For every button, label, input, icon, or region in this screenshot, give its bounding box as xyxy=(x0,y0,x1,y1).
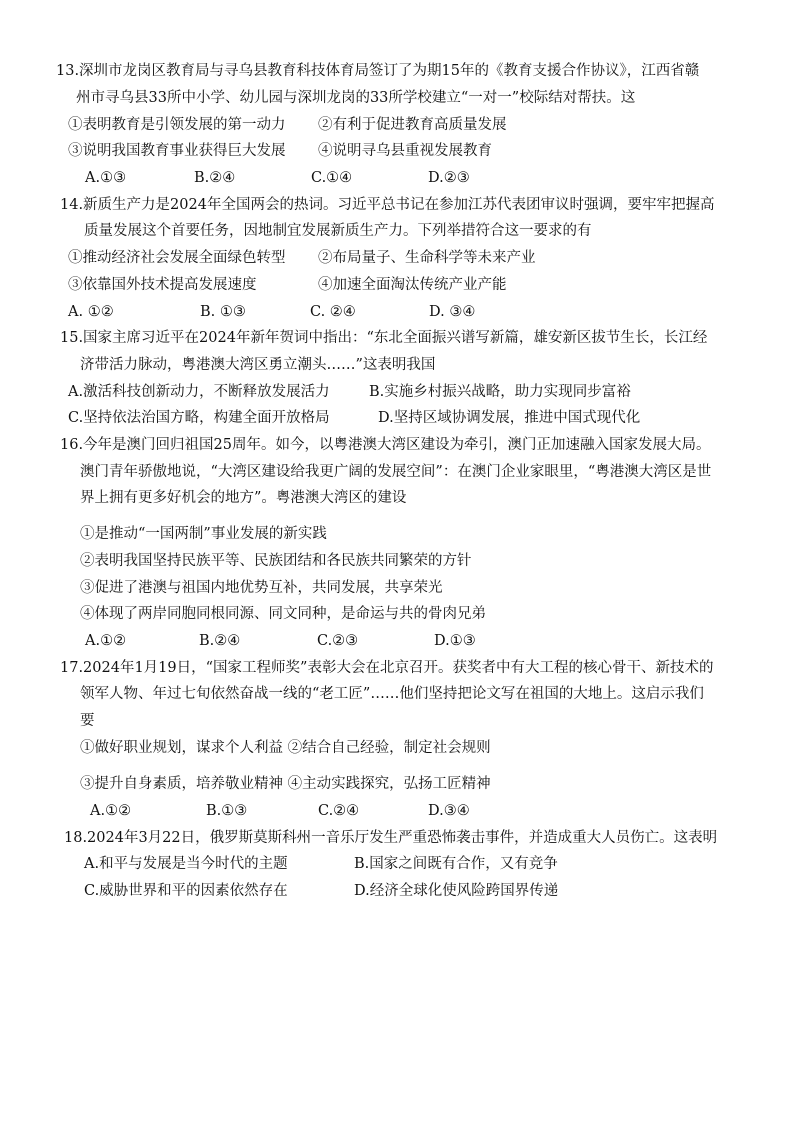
statement-item: ②有利于促进教育高质量发展 xyxy=(318,117,507,133)
answer-option-a: A.①② xyxy=(90,803,132,819)
answer-option-d: D.③④ xyxy=(428,803,470,819)
answer-option-d: D.②③ xyxy=(428,170,470,186)
answer-option-a: A. ①② xyxy=(68,304,114,320)
answer-option-a: A.①② xyxy=(85,633,127,649)
statement-item: ④体现了两岸同胞同根同源、同文同种，是命运与共的骨肉兄弟 xyxy=(80,606,486,622)
question-stem-line: 13.深圳市龙岗区教育局与寻乌县教育科技体育局签订了为期15年的《教育支援合作协议》，江西省赣 xyxy=(56,63,700,79)
answer-option-b: B.国家之间既有合作，又有竞争 xyxy=(354,856,558,872)
answer-option-d: D.经济全球化使风险跨国界传递 xyxy=(354,883,559,899)
answer-option-b: B.实施乡村振兴战略，助力实现同步富裕 xyxy=(369,384,631,400)
question-stem-line: 济带活力脉动，粤港澳大湾区勇立潮头……”这表明我国 xyxy=(80,357,436,373)
statement-item: ④说明寻乌县重视发展教育 xyxy=(318,143,492,159)
answer-option-b: B.②④ xyxy=(199,633,241,649)
statement-item: ②表明我国坚持民族平等、民族团结和各民族共同繁荣的方针 xyxy=(80,553,472,569)
answer-option-c: C.威胁世界和平的因素依然存在 xyxy=(84,883,288,899)
answer-option-c: C. ②④ xyxy=(310,304,356,320)
question-stem-line: 领军人物、年过七旬依然奋战一线的“老工匠”……他们坚持把论文写在祖国的大地上。这启示我们 xyxy=(80,686,704,702)
answer-option-d: D.①③ xyxy=(434,633,476,649)
question-stem-line: 州市寻乌县33所中小学、幼儿园与深圳龙岗的33所学校建立“一对一”校际结对帮扶。这 xyxy=(76,90,636,106)
question-stem-line: 16.今年是澳门回归祖国25周年。如今，以粤港澳大湾区建设为牵引，澳门正加速融入国家发展大局。 xyxy=(60,437,711,453)
statement-item: ③依靠国外技术提高发展速度 xyxy=(68,277,257,293)
statement-item: ③促进了港澳与祖国内地优势互补，共同发展，共享荣光 xyxy=(80,580,443,596)
statement-item: ②布局量子、生命科学等未来产业 xyxy=(318,250,536,266)
statement-item: ①是推动“一国两制”事业发展的新实践 xyxy=(80,526,327,542)
answer-option-b: B. ①③ xyxy=(200,304,246,320)
question-stem-line: 14.新质生产力是2024年全国两会的热词。习近平总书记在参加江苏代表团审议时强调，要牢牢把握高 xyxy=(60,197,715,213)
answer-option-a: A.①③ xyxy=(85,170,127,186)
question-stem-line: 质量发展这个首要任务，因地制宜发展新质生产力。下列举措符合这一要求的有 xyxy=(84,223,592,239)
answer-option-c: C.①④ xyxy=(311,170,353,186)
answer-option-b: B.②④ xyxy=(194,170,236,186)
answer-option-c: C.坚持依法治国方略，构建全面开放格局 xyxy=(68,410,330,426)
question-stem-line: 界上拥有更多好机会的地方”。粤港澳大湾区的建设 xyxy=(80,490,407,506)
question-stem-line: 澳门青年骄傲地说，“大湾区建设给我更广阔的发展空间”：在澳门企业家眼里，“粤港澳大湾区是世 xyxy=(80,464,712,480)
statement-item: ①做好职业规划，谋求个人利益 ②结合自己经验，制定社会规则 xyxy=(80,740,491,756)
question-stem-line: 17.2024年1月19日，“国家工程师奖”表彰大会在北京召开。获奖者中有大工程的核心骨干、新技术的 xyxy=(60,660,714,676)
statement-item: ③说明我国教育事业获得巨大发展 xyxy=(68,143,286,159)
answer-option-c: C.②③ xyxy=(317,633,359,649)
answer-option-c: C.②④ xyxy=(318,803,360,819)
answer-option-a: A.和平与发展是当今时代的主题 xyxy=(84,856,288,872)
question-stem-line: 18.2024年3月22日，俄罗斯莫斯科州一音乐厅发生严重恐怖袭击事件，并造成重大人员伤亡。这表明 xyxy=(64,830,718,846)
answer-option-b: B.①③ xyxy=(206,803,248,819)
statement-item: ①推动经济社会发展全面绿色转型 xyxy=(68,250,286,266)
question-stem-line: 要 xyxy=(80,713,95,729)
answer-option-d: D.坚持区域协调发展，推进中国式现代化 xyxy=(378,410,641,426)
answer-option-d: D. ③④ xyxy=(429,304,476,320)
statement-item: ①表明教育是引领发展的第一动力 xyxy=(68,117,286,133)
question-stem-line: 15.国家主席习近平在2024年新年贺词中指出：“东北全面振兴谱写新篇，雄安新区拔节生长，长江经 xyxy=(60,330,708,346)
answer-option-a: A.激活科技创新动力，不断释放发展活力 xyxy=(68,384,330,400)
statement-item: ③提升自身素质，培养敬业精神 ④主动实践探究，弘扬工匠精神 xyxy=(80,776,491,792)
statement-item: ④加速全面淘汰传统产业产能 xyxy=(318,277,507,293)
